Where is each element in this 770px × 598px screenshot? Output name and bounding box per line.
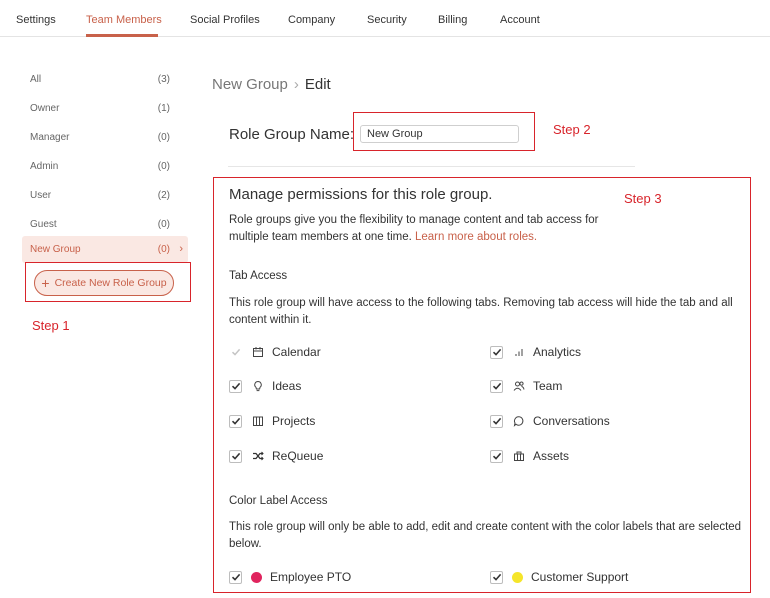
tab-access-ideas [229, 379, 301, 393]
tab-access-analytics [490, 345, 581, 359]
tab-billing[interactable]: Billing [438, 14, 468, 26]
tab-access-conversations [490, 414, 610, 428]
analytics-icon [512, 345, 526, 359]
customer-support-checkbox[interactable] [490, 571, 503, 584]
tab-access-projects [229, 414, 315, 428]
tab-access-requeue [229, 449, 323, 463]
permissions-description [229, 212, 629, 246]
tab-access-description: This role group will have access to the following tabs. Removing tab access will hide the tab and all content within it. [229, 297, 733, 326]
breadcrumb-chevron-icon: › [293, 76, 299, 93]
sidebar-item-count: (0) [157, 132, 170, 143]
color-label-employee-pto [229, 570, 351, 584]
tab-access-label: Conversations [533, 414, 610, 428]
employee-pto-checkbox[interactable] [229, 571, 242, 584]
assets-checkbox[interactable] [490, 450, 503, 463]
tab-team-members[interactable]: Team Members [86, 14, 162, 26]
color-label-text: Employee PTO [270, 570, 352, 584]
lightbulb-icon [251, 379, 265, 393]
breadcrumb [212, 76, 331, 93]
color-dot-icon [251, 572, 262, 583]
step1-highlight-box [25, 262, 191, 302]
tab-access-label: Projects [272, 414, 316, 428]
analytics-checkbox[interactable] [490, 346, 503, 359]
tab-access-label: Team [533, 379, 563, 393]
sidebar-item-count: (2) [157, 190, 170, 201]
conversations-checkbox[interactable] [490, 415, 503, 428]
tab-account[interactable]: Account [500, 14, 540, 26]
tab-settings[interactable]: Settings [16, 14, 56, 26]
sidebar-item-label: New Group [30, 244, 81, 255]
sidebar-item-manager[interactable] [22, 124, 188, 150]
tab-access-label: Calendar [272, 345, 321, 359]
chat-bubble-icon [512, 414, 526, 428]
sidebar-item-new-group[interactable] [22, 236, 188, 263]
sidebar-item-count: (1) [157, 103, 170, 114]
role-group-name-input[interactable] [360, 125, 519, 143]
tab-access-team [490, 379, 562, 393]
sidebar-item-label: All [30, 74, 42, 85]
tab-access-label: ReQueue [272, 449, 324, 463]
sidebar-item-label: User [30, 190, 52, 201]
projects-icon [251, 414, 265, 428]
step1-label: Step 1 [32, 318, 70, 333]
breadcrumb-parent[interactable]: New Group [212, 76, 288, 93]
calendar-icon [251, 345, 265, 359]
color-label-customer-support [490, 570, 628, 584]
sidebar-item-admin[interactable] [22, 153, 188, 179]
sidebar-item-user[interactable] [22, 182, 188, 208]
sidebar-item-count: (0) [157, 219, 170, 230]
active-tab-indicator [86, 34, 158, 37]
permissions-description-text: Role groups give you the flexibility to manage content and tab access for multiple team members at one time. [229, 214, 599, 243]
shuffle-icon [251, 449, 265, 463]
create-button-label: Create New Role Group [54, 277, 167, 289]
sidebar-item-all[interactable] [22, 66, 188, 92]
top-tab-bar [0, 0, 770, 37]
tab-access-label: Ideas [272, 379, 302, 393]
breadcrumb-current: Edit [304, 76, 331, 93]
sidebar-item-count: (0) [157, 244, 170, 255]
sidebar-item-count: (0) [157, 161, 170, 172]
team-icon [512, 379, 526, 393]
projects-checkbox[interactable] [229, 415, 242, 428]
tab-security[interactable]: Security [367, 14, 407, 26]
chevron-right-icon: › [179, 243, 183, 255]
assets-icon [512, 449, 526, 463]
tab-access-label: Assets [533, 449, 570, 463]
sidebar-item-label: Manager [30, 132, 70, 143]
requeue-checkbox[interactable] [229, 450, 242, 463]
sidebar-item-label: Owner [30, 103, 60, 114]
role-group-name-label: Role Group Name: [229, 126, 355, 143]
ideas-checkbox[interactable] [229, 380, 242, 393]
color-label-text: Customer Support [531, 570, 629, 584]
tab-access-assets [490, 449, 569, 463]
tab-access-title: Tab Access [229, 270, 288, 282]
plus-icon: + [41, 275, 50, 291]
team-checkbox[interactable] [490, 380, 503, 393]
sidebar-item-owner[interactable] [22, 95, 188, 121]
permissions-title: Manage permissions for this role group. [229, 186, 493, 203]
section-divider [228, 166, 635, 167]
sidebar-item-guest[interactable] [22, 211, 188, 237]
sidebar-item-label: Guest [30, 219, 57, 230]
step3-label: Step 3 [624, 191, 662, 206]
step2-label: Step 2 [553, 122, 591, 137]
learn-more-link[interactable]: Learn more about roles. [415, 231, 538, 243]
tab-company[interactable]: Company [288, 14, 336, 26]
calendar-checkbox[interactable] [229, 346, 242, 359]
sidebar-item-count: (3) [157, 74, 170, 85]
tab-access-label: Analytics [533, 345, 582, 359]
sidebar-item-label: Admin [30, 161, 59, 172]
tab-social-profiles[interactable]: Social Profiles [190, 14, 260, 26]
color-access-description: This role group will only be able to add, edit and create content with the color labels that are selected below. [229, 521, 742, 550]
tab-access-calendar [229, 345, 321, 359]
color-access-title: Color Label Access [229, 495, 328, 507]
color-dot-icon [512, 572, 523, 583]
